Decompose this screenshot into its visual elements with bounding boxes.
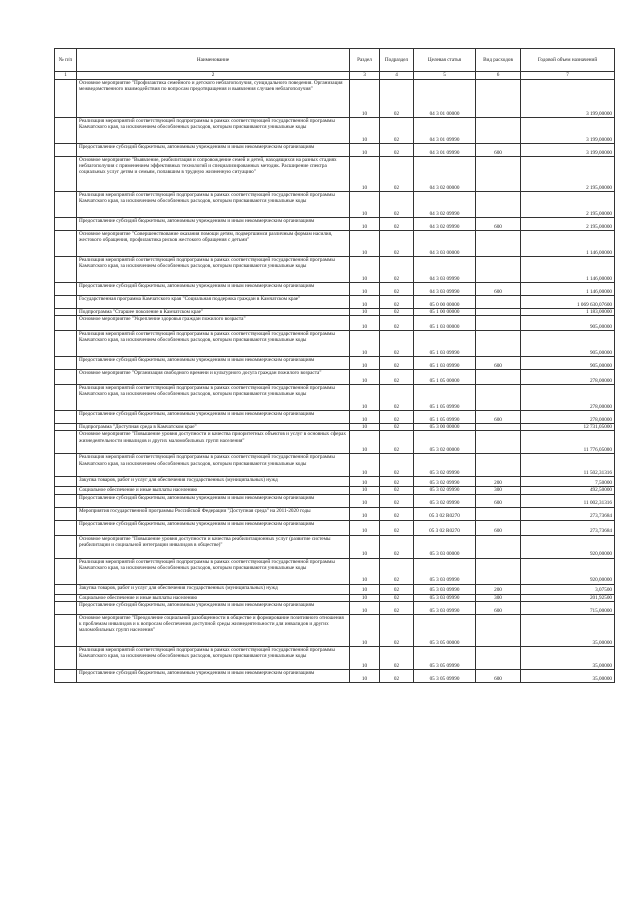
row-article: 05 3 03 09990 [414, 584, 476, 594]
row-razdel: 10 [350, 118, 380, 144]
row-razdel: 10 [350, 454, 380, 477]
row-podrazdel: 02 [380, 231, 414, 257]
row-podrazdel: 02 [380, 257, 414, 283]
row-vid: 600 [476, 144, 521, 157]
table-row [55, 192, 615, 218]
column-number: 4 [380, 72, 414, 80]
table-row [55, 520, 615, 535]
row-number [55, 507, 77, 520]
row-name: Основное мероприятие "Выявление, реабилитация и сопровождение семей и детей, находящихся на разных стадиях неблагополучия с применением эффективных технологий и специализированных методик. Расширение спектра социальных услуг детям и семьям, попавшим в трудную жизненную ситуацию" [77, 157, 350, 192]
budget-document [54, 48, 614, 683]
row-vid [476, 257, 521, 283]
row-amount: 278,00000 [521, 370, 615, 385]
row-number [55, 296, 77, 309]
row-name: Государственная программа Камчатского края "Социальная поддержка граждан в Камчатском крае" [77, 296, 350, 309]
row-vid [476, 424, 521, 431]
row-number [55, 80, 77, 118]
row-article: 05 3 02 09990 [414, 487, 476, 494]
table-row [55, 331, 615, 357]
row-razdel: 10 [350, 309, 380, 316]
row-podrazdel: 02 [380, 309, 414, 316]
header-name: Наименование [77, 49, 350, 72]
table-row [55, 601, 615, 614]
row-razdel: 10 [350, 535, 380, 558]
row-vid [476, 535, 521, 558]
row-amount: 3 199,00000 [521, 118, 615, 144]
row-amount: 1 146,00000 [521, 283, 615, 296]
row-article: 05 1 00 00000 [414, 309, 476, 316]
row-podrazdel: 02 [380, 370, 414, 385]
column-number: 1 [55, 72, 77, 80]
table-row [55, 385, 615, 411]
table-row [55, 411, 615, 424]
row-vid [476, 231, 521, 257]
budget-table [54, 48, 615, 683]
row-amount: 273,73684 [521, 520, 615, 535]
row-article: 05 0 00 00000 [414, 296, 476, 309]
table-row [55, 487, 615, 494]
row-number [55, 218, 77, 231]
row-article: 05 1 03 09990 [414, 357, 476, 370]
row-podrazdel: 02 [380, 487, 414, 494]
row-vid: 600 [476, 494, 521, 507]
row-razdel: 10 [350, 477, 380, 487]
row-podrazdel: 02 [380, 385, 414, 411]
row-razdel: 10 [350, 507, 380, 520]
table-row [55, 218, 615, 231]
row-vid [476, 192, 521, 218]
row-vid [476, 646, 521, 669]
row-amount: 492,50000 [521, 487, 615, 494]
table-row [55, 80, 615, 118]
column-number: 7 [521, 72, 615, 80]
row-amount: 2 195,00000 [521, 218, 615, 231]
row-podrazdel: 02 [380, 507, 414, 520]
row-number [55, 614, 77, 646]
row-razdel: 10 [350, 385, 380, 411]
row-article: 05 3 05 09990 [414, 646, 476, 669]
row-number [55, 231, 77, 257]
row-vid: 600 [476, 218, 521, 231]
row-name: Подпрограмма "Доступная среда в Камчатском крае" [77, 424, 350, 431]
row-number [55, 487, 77, 494]
row-vid: 200 [476, 584, 521, 594]
row-name: Основное мероприятие "Организация свободного времени и культурного досуга граждан пожилого возраста" [77, 370, 350, 385]
row-razdel: 10 [350, 601, 380, 614]
row-vid: 600 [476, 601, 521, 614]
table-row [55, 309, 615, 316]
table-row [55, 316, 615, 331]
table-row [55, 296, 615, 309]
header-podrazdel: Подраздел [380, 49, 414, 72]
row-podrazdel: 02 [380, 614, 414, 646]
row-amount: 278,00000 [521, 411, 615, 424]
row-number [55, 157, 77, 192]
row-razdel: 10 [350, 231, 380, 257]
row-number [55, 370, 77, 385]
row-amount: 35,00000 [521, 646, 615, 669]
row-article: 05 3 02 R0270 [414, 507, 476, 520]
row-amount: 3 199,00000 [521, 80, 615, 118]
row-name: Основное мероприятие "Повышение уровня доступности и качества приоритетных объектов и услуг в основных сферах жизнедеятельности инвалидов и других маломобильных групп населения" [77, 431, 350, 454]
table-row [55, 424, 615, 431]
row-article: 05 1 05 00000 [414, 370, 476, 385]
row-vid: 300 [476, 594, 521, 601]
row-amount: 920,00000 [521, 535, 615, 558]
table-row [55, 507, 615, 520]
row-amount: 905,00000 [521, 357, 615, 370]
row-name: Реализация мероприятий соответствующей подпрограммы в рамках соответствующей государственной программы Камчатского края, за исключением обособленных расходов, которым присваиваются уникальные коды [77, 257, 350, 283]
row-amount: 12 731,05000 [521, 424, 615, 431]
row-amount: 715,00000 [521, 601, 615, 614]
row-razdel: 10 [350, 370, 380, 385]
row-vid: 600 [476, 283, 521, 296]
row-name: Предоставление субсидий бюджетным, автономным учреждениям и иным некоммерческим организациям [77, 494, 350, 507]
row-article: 05 3 02 00000 [414, 431, 476, 454]
row-name: Предоставление субсидий бюджетным, автономным учреждениям и иным некоммерческим организациям [77, 601, 350, 614]
row-number [55, 594, 77, 601]
row-podrazdel: 02 [380, 218, 414, 231]
table-row [55, 646, 615, 669]
row-number [55, 385, 77, 411]
row-name: Предоставление субсидий бюджетным, автономным учреждениям и иным некоммерческим организациям [77, 144, 350, 157]
table-row [55, 431, 615, 454]
row-article: 05 3 03 00000 [414, 535, 476, 558]
header-amount: Годовой объем назначений [521, 49, 615, 72]
table-row [55, 614, 615, 646]
row-name: Реализация мероприятий соответствующей подпрограммы в рамках соответствующей государственной программы Камчатского края, за исключением обособленных расходов, которым присваиваются уникальные коды [77, 118, 350, 144]
table-row [55, 454, 615, 477]
row-article: 05 1 03 00000 [414, 316, 476, 331]
row-vid [476, 431, 521, 454]
row-vid [476, 614, 521, 646]
row-podrazdel: 02 [380, 144, 414, 157]
row-amount: 1 146,00000 [521, 257, 615, 283]
row-article: 04 3 03 09990 [414, 257, 476, 283]
row-article: 05 3 05 09990 [414, 669, 476, 682]
row-podrazdel: 02 [380, 283, 414, 296]
row-podrazdel: 02 [380, 646, 414, 669]
row-amount: 3 199,00000 [521, 144, 615, 157]
row-amount: 3,07500 [521, 584, 615, 594]
row-amount: 11 002,31316 [521, 494, 615, 507]
row-podrazdel: 02 [380, 424, 414, 431]
table-row [55, 144, 615, 157]
row-razdel: 10 [350, 558, 380, 584]
row-name: Реализация мероприятий соответствующей подпрограммы в рамках соответствующей государственной программы Камчатского края, за исключением обособленных расходов, которым присваиваются уникальные коды [77, 192, 350, 218]
row-number [55, 431, 77, 454]
row-podrazdel: 02 [380, 454, 414, 477]
row-article: 04 3 01 00000 [414, 80, 476, 118]
row-vid [476, 296, 521, 309]
row-podrazdel: 02 [380, 494, 414, 507]
table-row [55, 157, 615, 192]
row-article: 05 1 03 09990 [414, 331, 476, 357]
row-amount: 35,00000 [521, 614, 615, 646]
row-article: 05 3 03 09990 [414, 594, 476, 601]
row-number [55, 558, 77, 584]
row-number [55, 144, 77, 157]
row-razdel: 10 [350, 331, 380, 357]
row-amount: 7,50000 [521, 477, 615, 487]
row-razdel: 10 [350, 614, 380, 646]
header-vid: Вид расходов [476, 49, 521, 72]
row-amount: 11 502,31316 [521, 454, 615, 477]
table-row [55, 669, 615, 682]
row-razdel: 10 [350, 257, 380, 283]
row-razdel: 10 [350, 157, 380, 192]
row-article: 04 3 01 09990 [414, 144, 476, 157]
row-vid [476, 454, 521, 477]
row-name: Реализация мероприятий соответствующей подпрограммы в рамках соответствующей государственной программы Камчатского края, за исключением обособленных расходов, которым присваиваются уникальные коды [77, 646, 350, 669]
row-podrazdel: 02 [380, 535, 414, 558]
row-article: 04 3 02 09990 [414, 192, 476, 218]
row-razdel: 10 [350, 520, 380, 535]
row-name: Предоставление субсидий бюджетным, автономным учреждениям и иным некоммерческим организациям [77, 669, 350, 682]
row-razdel: 10 [350, 144, 380, 157]
row-name: Реализация мероприятий соответствующей подпрограммы в рамках соответствующей государственной программы Камчатского края, за исключением обособленных расходов, которым присваиваются уникальные коды [77, 558, 350, 584]
row-razdel: 10 [350, 584, 380, 594]
row-name: Предоставление субсидий бюджетным, автономным учреждениям и иным некоммерческим организациям [77, 283, 350, 296]
row-podrazdel: 02 [380, 558, 414, 584]
row-razdel: 10 [350, 431, 380, 454]
table-row [55, 594, 615, 601]
row-number [55, 601, 77, 614]
row-name: Предоставление субсидий бюджетным, автономным учреждениям и иным некоммерческим организациям [77, 218, 350, 231]
row-article: 05 3 02 09990 [414, 494, 476, 507]
row-number [55, 669, 77, 682]
row-razdel: 10 [350, 80, 380, 118]
row-number [55, 357, 77, 370]
row-vid: 200 [476, 477, 521, 487]
row-podrazdel: 02 [380, 331, 414, 357]
row-amount: 1 069 630,07600 [521, 296, 615, 309]
row-number [55, 309, 77, 316]
row-vid: 300 [476, 487, 521, 494]
row-number [55, 331, 77, 357]
row-article: 05 3 05 00000 [414, 614, 476, 646]
table-body [55, 80, 615, 683]
row-amount: 273,73684 [521, 507, 615, 520]
row-podrazdel: 02 [380, 520, 414, 535]
row-number [55, 454, 77, 477]
row-vid [476, 331, 521, 357]
table-row [55, 477, 615, 487]
column-number: 5 [414, 72, 476, 80]
row-name: Основное мероприятие "Укрепление здоровья граждан пожилого возраста" [77, 316, 350, 331]
row-razdel: 10 [350, 296, 380, 309]
row-amount: 2 195,00000 [521, 192, 615, 218]
row-number [55, 584, 77, 594]
row-name: Закупка товаров, работ и услуг для обеспечения государственных (муниципальных) нужд [77, 477, 350, 487]
row-vid [476, 370, 521, 385]
row-razdel: 10 [350, 357, 380, 370]
row-number [55, 424, 77, 431]
row-number [55, 535, 77, 558]
row-razdel: 10 [350, 316, 380, 331]
row-razdel: 10 [350, 487, 380, 494]
row-article: 05 3 02 09990 [414, 477, 476, 487]
row-article: 05 1 05 09990 [414, 385, 476, 411]
table-row [55, 357, 615, 370]
row-number [55, 520, 77, 535]
row-vid [476, 316, 521, 331]
row-name: Основное мероприятие "Профилактика семейного и детского неблагополучия, суицидального поведения. Организация межведомственного взаимодействия по вопросам предотвращения и выявления случаев неблагополучия" [77, 80, 350, 118]
row-article: 04 3 03 00000 [414, 231, 476, 257]
row-podrazdel: 02 [380, 594, 414, 601]
row-podrazdel: 02 [380, 316, 414, 331]
row-name: Реализация мероприятий соответствующей подпрограммы в рамках соответствующей государственной программы Камчатского края, за исключением обособленных расходов, которым присваиваются уникальные коды [77, 454, 350, 477]
row-amount: 11 776,05000 [521, 431, 615, 454]
row-amount: 905,00000 [521, 316, 615, 331]
row-podrazdel: 02 [380, 477, 414, 487]
row-vid [476, 309, 521, 316]
row-number [55, 316, 77, 331]
row-name: Подпрограмма "Старшее поколение в Камчатском крае" [77, 309, 350, 316]
row-razdel: 10 [350, 494, 380, 507]
row-article: 05 3 02 09990 [414, 454, 476, 477]
row-number [55, 118, 77, 144]
row-razdel: 10 [350, 283, 380, 296]
row-number [55, 646, 77, 669]
row-razdel: 10 [350, 594, 380, 601]
row-name: Основное мероприятие "Повышение уровня доступности и качества реабилитационных услуг (развитие системы реабилитации и социальной интеграции инвалидов в обществе)" [77, 535, 350, 558]
row-name: Предоставление субсидий бюджетным, автономным учреждениям и иным некоммерческим организациям [77, 520, 350, 535]
row-podrazdel: 02 [380, 357, 414, 370]
table-row [55, 118, 615, 144]
column-number-row [55, 72, 615, 80]
row-vid: 600 [476, 520, 521, 535]
row-amount: 1 183,00000 [521, 309, 615, 316]
row-name: Реализация мероприятий соответствующей подпрограммы в рамках соответствующей государственной программы Камчатского края, за исключением обособленных расходов, которым присваиваются уникальные коды [77, 331, 350, 357]
row-podrazdel: 02 [380, 601, 414, 614]
row-name: Основное мероприятие "Преодоление социальной разобщенности в обществе и формирование позитивного отношения к проблемам инвалидов и к вопросам обеспечения доступной среды жизнедеятельности для инвалидов и других маломобильных групп населения" [77, 614, 350, 646]
row-name: Предоставление субсидий бюджетным, автономным учреждениям и иным некоммерческим организациям [77, 357, 350, 370]
row-number [55, 477, 77, 487]
row-razdel: 10 [350, 192, 380, 218]
row-vid [476, 157, 521, 192]
row-number [55, 283, 77, 296]
row-amount: 1 146,00000 [521, 231, 615, 257]
row-vid [476, 385, 521, 411]
row-number [55, 257, 77, 283]
row-name: Предоставление субсидий бюджетным, автономным учреждениям и иным некоммерческим организациям [77, 411, 350, 424]
column-number: 2 [77, 72, 350, 80]
column-number: 3 [350, 72, 380, 80]
row-vid: 600 [476, 669, 521, 682]
row-article: 04 3 03 09990 [414, 283, 476, 296]
row-article: 05 3 03 09990 [414, 601, 476, 614]
row-vid [476, 80, 521, 118]
row-article: 05 3 00 00000 [414, 424, 476, 431]
row-podrazdel: 02 [380, 157, 414, 192]
row-article: 04 3 01 09990 [414, 118, 476, 144]
table-row [55, 231, 615, 257]
row-number [55, 494, 77, 507]
header-row [55, 49, 615, 72]
row-vid [476, 558, 521, 584]
row-podrazdel: 02 [380, 584, 414, 594]
row-amount: 35,00000 [521, 669, 615, 682]
row-name: Социальное обеспечение и иные выплаты населению [77, 594, 350, 601]
row-article: 05 1 05 09990 [414, 411, 476, 424]
row-razdel: 10 [350, 218, 380, 231]
table-row [55, 494, 615, 507]
row-amount: 201,92500 [521, 594, 615, 601]
header-razdel: Раздел [350, 49, 380, 72]
row-amount: 920,00000 [521, 558, 615, 584]
row-razdel: 10 [350, 669, 380, 682]
row-vid: 600 [476, 357, 521, 370]
row-razdel: 10 [350, 424, 380, 431]
row-razdel: 10 [350, 411, 380, 424]
row-name: Социальное обеспечение и иные выплаты населению [77, 487, 350, 494]
row-number [55, 192, 77, 218]
row-article: 05 3 02 R0270 [414, 520, 476, 535]
row-name: Закупка товаров, работ и услуг для обеспечения государственных (муниципальных) нужд [77, 584, 350, 594]
table-row [55, 535, 615, 558]
row-name: Реализация мероприятий соответствующей подпрограммы в рамках соответствующей государственной программы Камчатского края, за исключением обособленных расходов, которым присваиваются уникальные коды [77, 385, 350, 411]
row-podrazdel: 02 [380, 411, 414, 424]
row-podrazdel: 02 [380, 118, 414, 144]
row-name: Мероприятия государственной программы Российской Федерации "Доступная среда" на 2011-2020 годы [77, 507, 350, 520]
row-podrazdel: 02 [380, 431, 414, 454]
row-article: 04 3 02 09990 [414, 218, 476, 231]
row-amount: 905,00000 [521, 331, 615, 357]
table-row [55, 584, 615, 594]
column-number: 6 [476, 72, 521, 80]
table-row [55, 558, 615, 584]
row-article: 05 3 03 09990 [414, 558, 476, 584]
header-article: Целевая статья [414, 49, 476, 72]
row-amount: 2 195,00000 [521, 157, 615, 192]
row-podrazdel: 02 [380, 192, 414, 218]
row-number [55, 411, 77, 424]
header-number: № п/п [55, 49, 77, 72]
table-row [55, 283, 615, 296]
row-razdel: 10 [350, 646, 380, 669]
row-vid [476, 507, 521, 520]
row-podrazdel: 02 [380, 669, 414, 682]
row-amount: 278,00000 [521, 385, 615, 411]
row-name: Основное мероприятие "Совершенствование оказания помощи детям, подвергшимся различным формам насилия, жестокого обращения, профилактика рисков жестокого обращения с детьми" [77, 231, 350, 257]
row-vid: 600 [476, 411, 521, 424]
row-article: 04 3 02 00000 [414, 157, 476, 192]
row-vid [476, 118, 521, 144]
table-row [55, 370, 615, 385]
row-podrazdel: 02 [380, 296, 414, 309]
table-row [55, 257, 615, 283]
row-podrazdel: 02 [380, 80, 414, 118]
